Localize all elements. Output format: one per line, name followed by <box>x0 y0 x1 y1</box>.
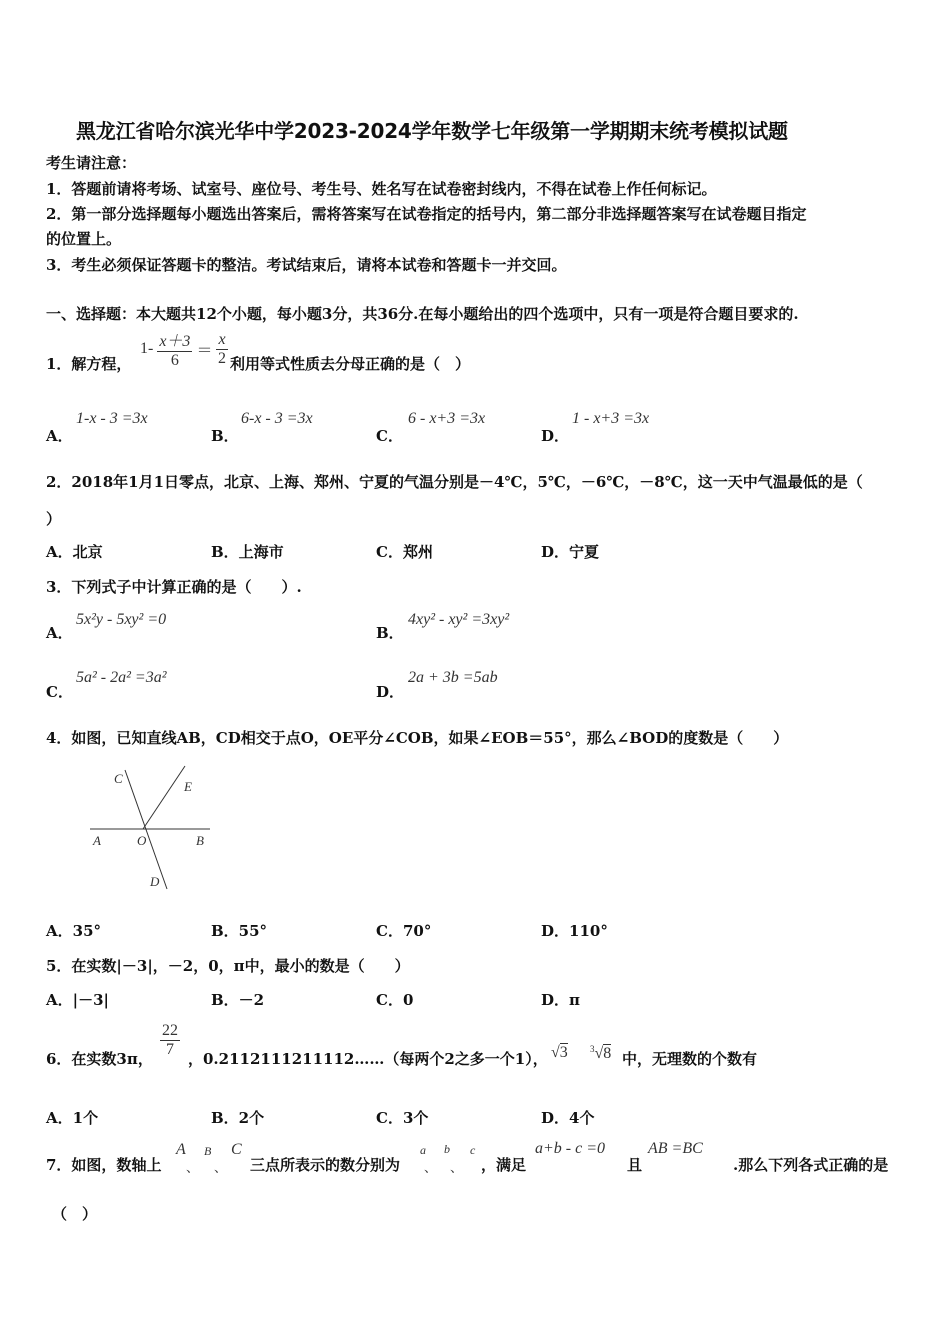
label-b: B <box>196 833 204 848</box>
q2-option-d[interactable]: D．宁夏 <box>541 543 600 561</box>
q1-option-label[interactable]: B． <box>211 427 239 445</box>
notice-item: 的位置上。 <box>46 230 122 248</box>
q7-sep: 、 <box>214 1160 228 1175</box>
q1-option-d[interactable]: 1 - x+3 =3x <box>572 410 650 427</box>
notice-item: 3．考生必须保证答题卡的整洁。考试结束后，请将本试卷和答题卡一并交回。 <box>46 256 567 274</box>
q2-option-c[interactable]: C．郑州 <box>376 543 433 561</box>
q7-sep: 、 <box>450 1160 464 1175</box>
q7-cond1: a+b - c =0 <box>535 1140 606 1157</box>
q7-stem-mid: 三点所表示的数分别为 <box>250 1156 401 1174</box>
q7-sep: 、 <box>186 1160 200 1175</box>
q1-option-label[interactable]: D． <box>541 427 570 445</box>
q6-cbrt8: $^3$√8 <box>590 1044 612 1062</box>
q3-option-label[interactable]: C． <box>46 683 73 701</box>
q7-var-a: a <box>420 1143 426 1157</box>
q7-var-c: c <box>470 1143 476 1157</box>
q3-option-label[interactable]: D． <box>376 683 405 701</box>
label-e: E <box>184 779 192 794</box>
notice-item: 1．答题前请将考场、试室号、座位号、考生号、姓名写在试卷密封线内，不得在试卷上作任何标记。 <box>46 180 717 198</box>
notice-item: 2．第一部分选择题每小题选出答案后，需将答案写在试卷指定的括号内，第二部分非选择题答案写在试卷题目指定 <box>46 205 807 223</box>
q1-eq-num2: x <box>218 330 226 348</box>
q7-and: 且 <box>627 1156 643 1174</box>
q4-option-a[interactable]: A．35° <box>46 922 102 940</box>
q1-eq-num1: x＋3 <box>157 328 192 352</box>
q3-option-d[interactable]: 2a + 3b =5ab <box>408 669 498 686</box>
q2-option-b[interactable]: B．上海市 <box>211 543 284 561</box>
q7-point-a: A <box>176 1141 186 1158</box>
q1-stem-suffix: 利用等式性质去分母正确的是（ ） <box>230 355 471 373</box>
label-a: A <box>93 833 101 848</box>
q3-option-label[interactable]: A． <box>46 624 73 642</box>
q5-option-a[interactable]: A．|－3| <box>46 991 109 1009</box>
q2-stem-end: ） <box>46 510 62 528</box>
q6-sqrt3: √3 <box>551 1044 568 1061</box>
q7-var-b: b <box>444 1142 450 1156</box>
q3-option-b[interactable]: 4xy² - xy² =3xy² <box>408 611 510 628</box>
q6-frac-den: 7 <box>166 1041 174 1058</box>
q1-eq-sign: ＝ <box>196 342 213 360</box>
q6-sqrt3-value: 3 <box>559 1044 568 1061</box>
q4-figure <box>85 765 225 895</box>
q4-option-c[interactable]: C．70° <box>376 922 432 940</box>
page-title: 黑龙江省哈尔滨光华中学2023-2024学年数学七年级第一学期期末统考模拟试题 <box>76 119 788 143</box>
q1-option-label[interactable]: A． <box>46 427 73 445</box>
q5-option-d[interactable]: D．π <box>541 991 580 1009</box>
q6-option-a[interactable]: A．1个 <box>46 1109 99 1127</box>
q7-point-b: B <box>204 1144 212 1158</box>
q1-eq-lead: 1- <box>140 340 154 357</box>
q1-stem-prefix: 1．解方程， <box>46 355 132 373</box>
q6-stem-suffix: 中，无理数的个数有 <box>622 1050 758 1068</box>
q6-cbrt8-value: 8 <box>603 1045 612 1062</box>
q7-sep: 、 <box>424 1160 438 1175</box>
q3-option-label[interactable]: B． <box>376 624 404 642</box>
q6-stem-prefix: 6．在实数3π， <box>46 1050 153 1068</box>
q6-fraction <box>160 1022 180 1059</box>
q4-stem: 4．如图，已知直线AB，CD相交于点O，OE平分∠COB，如果∠EOB＝55°，那么∠BOD的度数是（ ） <box>46 729 789 747</box>
q6-option-d[interactable]: D．4个 <box>541 1109 595 1127</box>
q1-option-label[interactable]: C． <box>376 427 403 445</box>
q1-option-b[interactable]: 6-x - 3 =3x <box>241 410 313 427</box>
notice-heading: 考生请注意： <box>46 154 137 172</box>
q6-stem-middle: ，0.2112111211112……（每两个2之多一个1）， <box>188 1050 548 1068</box>
q7-answer-paren: （ ） <box>52 1205 98 1223</box>
q1-option-a[interactable]: 1-x - 3 =3x <box>76 410 148 427</box>
q2-stem: 2．2018年1月1日零点，北京、上海、郑州、宁夏的气温分别是－4℃，5℃，－6℃，－8℃，这一天中气温最低的是（ <box>46 473 863 491</box>
q7-cond-lead: ，满足 <box>481 1156 527 1174</box>
q5-option-b[interactable]: B．－2 <box>211 991 265 1009</box>
q6-option-c[interactable]: C．3个 <box>376 1109 429 1127</box>
q3-option-a[interactable]: 5x²y - 5xy² =0 <box>76 611 167 628</box>
q1-eq-den2: 2 <box>218 349 226 367</box>
q1-equation <box>140 328 228 370</box>
q4-option-d[interactable]: D．110° <box>541 922 608 940</box>
q4-option-b[interactable]: B．55° <box>211 922 268 940</box>
q1-option-c[interactable]: 6 - x+3 =3x <box>408 410 486 427</box>
q5-stem: 5．在实数|－3|，－2，0，π中，最小的数是（ ） <box>46 957 410 975</box>
label-o: O <box>137 833 147 848</box>
ray-oe <box>143 766 185 829</box>
label-d: D <box>150 874 160 889</box>
q7-cond2: AB =BC <box>648 1140 703 1157</box>
q6-frac-num: 22 <box>162 1022 178 1039</box>
q1-eq-den1: 6 <box>170 352 179 369</box>
q3-stem: 3．下列式子中计算正确的是（ ）. <box>46 578 302 596</box>
q2-option-a[interactable]: A．北京 <box>46 543 103 561</box>
q7-point-c: C <box>231 1141 242 1158</box>
q7-stem-prefix: 7．如图，数轴上 <box>46 1156 162 1174</box>
q7-stem-suffix: .那么下列各式正确的是 <box>733 1156 889 1174</box>
label-c: C <box>114 771 123 786</box>
q5-option-c[interactable]: C．0 <box>376 991 414 1009</box>
q6-option-b[interactable]: B．2个 <box>211 1109 265 1127</box>
section-heading: 一、选择题：本大题共12个小题，每小题3分，共36分.在每小题给出的四个选项中，只有一项是符合题目要求的. <box>46 305 799 323</box>
q3-option-c[interactable]: 5a² - 2a² =3a² <box>76 669 167 686</box>
